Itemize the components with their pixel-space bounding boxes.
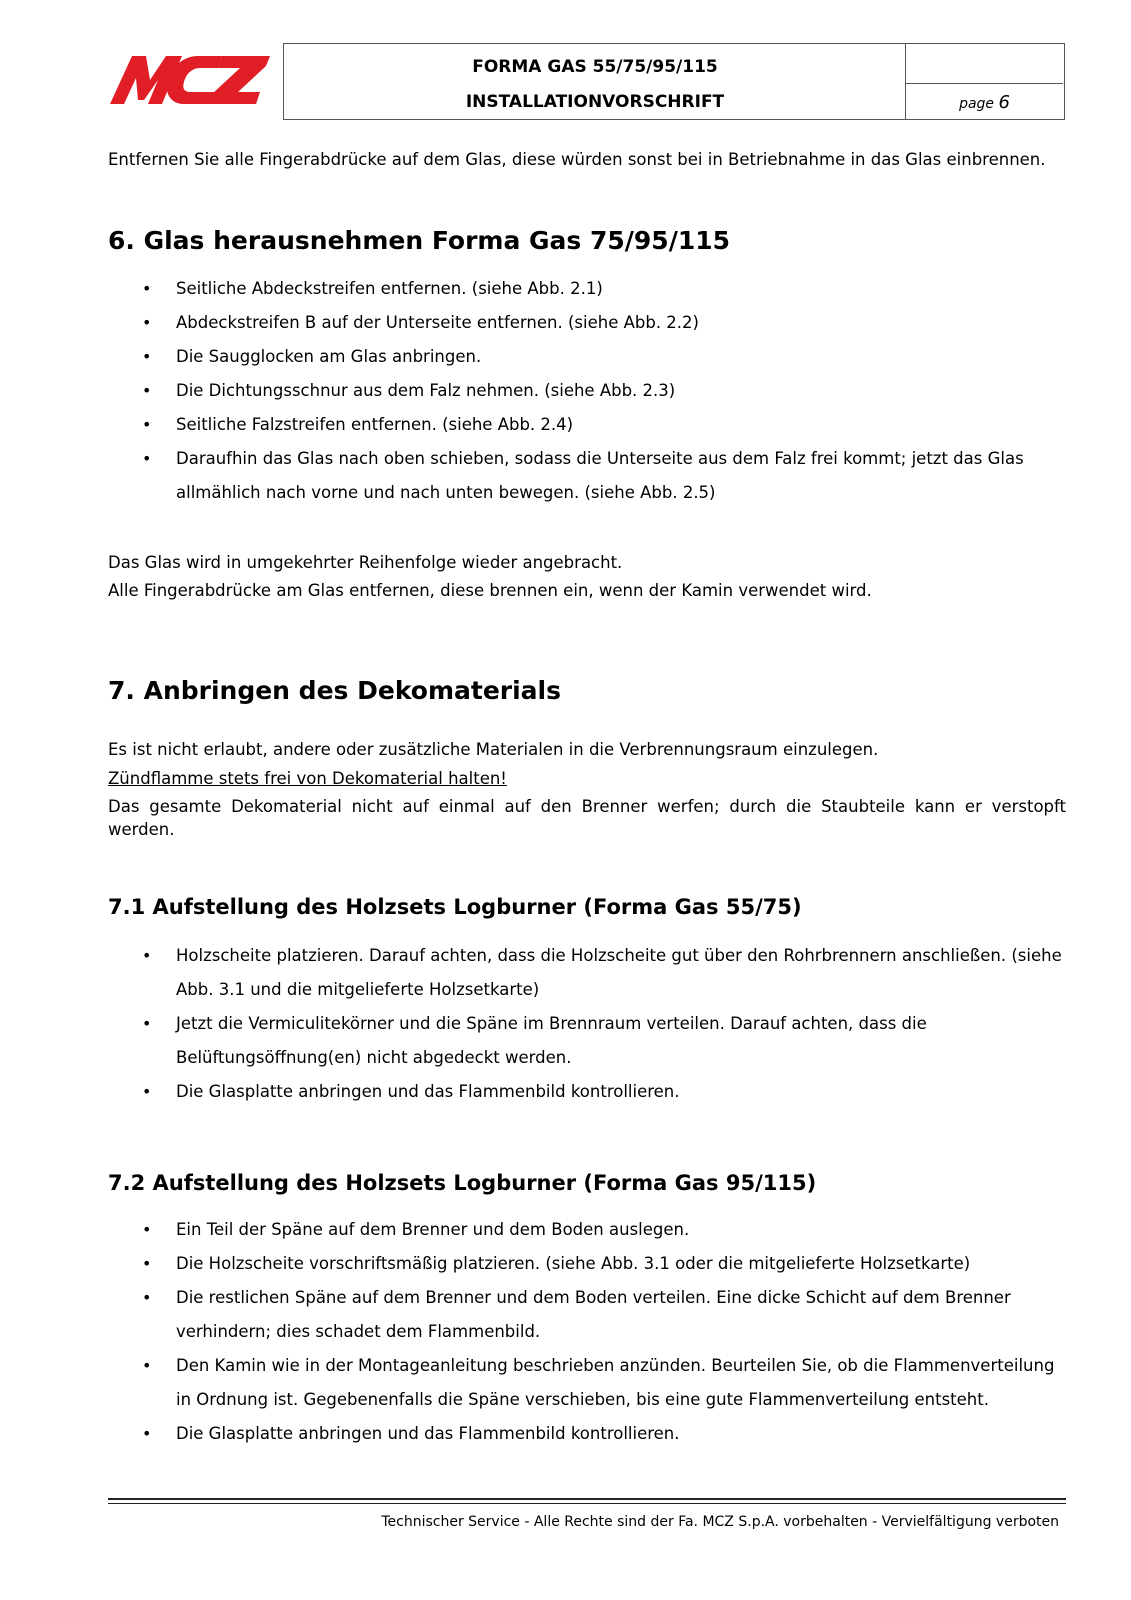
section-6-heading: 6. Glas herausnehmen Forma Gas 75/95/115 <box>108 226 731 255</box>
section-6-list <box>108 272 1068 510</box>
section-7-2-list <box>108 1213 1068 1451</box>
page-indicator <box>906 92 1063 113</box>
list-item: • Die Dichtungsschnur aus dem Falz nehmen. (siehe Abb. 2.3) <box>108 374 1068 408</box>
section-7-heading: 7. Anbringen des Dekomaterials <box>108 676 562 705</box>
list-item: • Ein Teil der Späne auf dem Brenner und dem Boden auslegen. <box>108 1213 1068 1247</box>
section-7-warning: Zündflamme stets frei von Dekomaterial halten! <box>108 769 507 788</box>
document-title: FORMA GAS 55/75/95/115 <box>472 57 718 77</box>
list-item: • Jetzt die Vermiculitekörner und die Späne im Brennraum verteilen. Darauf achten, dass die Belüftungsöffnung(en) nicht abgedeckt werden. <box>108 1007 1068 1075</box>
section-6-note-2: Alle Fingerabdrücke am Glas entfernen, diese brennen ein, wenn der Kamin verwendet wird. <box>108 581 872 600</box>
footer-divider <box>108 1498 1066 1504</box>
list-item: • Den Kamin wie in der Montageanleitung beschrieben anzünden. Beurteilen Sie, ob die Flammenverteilung in Ordnung ist. Gegebenenfalls die Späne verschieben, bis eine gute Flammenverteilung entsteht. <box>108 1349 1068 1417</box>
section-7-line-1: Es ist nicht erlaubt, andere oder zusätzliche Materialen in die Verbrennungsraum einzulegen. <box>108 740 879 759</box>
footer-text: Technischer Service - Alle Rechte sind der Fa. MCZ S.p.A. vorbehalten - Vervielfältigung verboten <box>381 1514 1059 1530</box>
list-item: • Holzscheite platzieren. Darauf achten, dass die Holzscheite gut über den Rohrbrennern anschließen. (siehe Abb. 3.1 und die mitgelieferte Holzsetkarte) <box>108 939 1068 1007</box>
list-item: • Die Saugglocken am Glas anbringen. <box>108 340 1068 374</box>
list-item: • Die Glasplatte anbringen und das Flammenbild kontrollieren. <box>108 1417 1068 1451</box>
page-label: page <box>959 96 995 112</box>
list-item: • Die Glasplatte anbringen und das Flammenbild kontrollieren. <box>108 1075 1068 1109</box>
section-7-1-list <box>108 939 1068 1109</box>
document-subtitle: INSTALLATIONVORSCHRIFT <box>465 92 725 112</box>
list-item: • Seitliche Falzstreifen entfernen. (siehe Abb. 2.4) <box>108 408 1068 442</box>
list-item: • Seitliche Abdeckstreifen entfernen. (siehe Abb. 2.1) <box>108 272 1068 306</box>
section-6-note-1: Das Glas wird in umgekehrter Reihenfolge wieder angebracht. <box>108 553 623 572</box>
mcz-logo <box>110 56 270 104</box>
section-7-2-heading: 7.2 Aufstellung des Holzsets Logburner (Forma Gas 95/115) <box>108 1171 817 1195</box>
header-empty-cell <box>906 44 1063 84</box>
list-item: • Daraufhin das Glas nach oben schieben, sodass die Unterseite aus dem Falz frei kommt; jetzt das Glas allmählich nach vorne und nach unten bewegen. (siehe Abb. 2.5) <box>108 442 1068 510</box>
intro-paragraph: Entfernen Sie alle Fingerabdrücke auf dem Glas, diese würden sonst bei in Betriebnahme in das Glas einbrennen. <box>108 150 1046 169</box>
list-item: • Die Holzscheite vorschriftsmäßig platzieren. (siehe Abb. 3.1 oder die mitgelieferte Holzsetkarte) <box>108 1247 1068 1281</box>
list-item: • Die restlichen Späne auf dem Brenner und dem Boden verteilen. Eine dicke Schicht auf dem Brenner verhindern; dies schadet dem Flammenbild. <box>108 1281 1068 1349</box>
page-number: 6 <box>998 92 1010 113</box>
section-7-1-heading: 7.1 Aufstellung des Holzsets Logburner (Forma Gas 55/75) <box>108 895 802 919</box>
header-box <box>283 43 1065 120</box>
section-7-line-3: Das gesamte Dekomaterial nicht auf einmal auf den Brenner werfen; durch die Staubteile kann er verstopft werden. <box>108 797 1066 840</box>
list-item: • Abdeckstreifen B auf der Unterseite entfernen. (siehe Abb. 2.2) <box>108 306 1068 340</box>
